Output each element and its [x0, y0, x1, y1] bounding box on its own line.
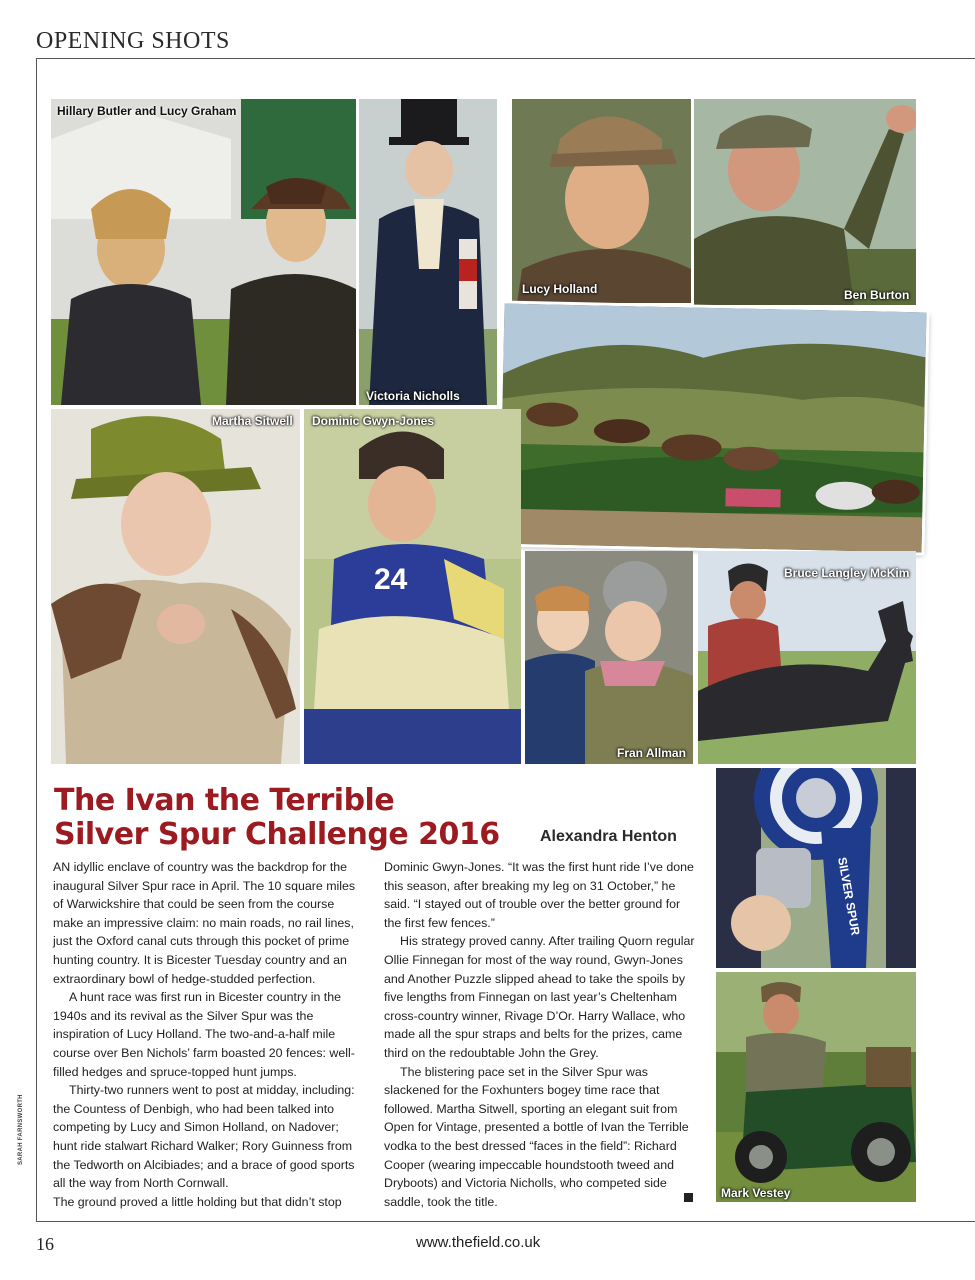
caption-sitwell: Martha Sitwell	[212, 414, 293, 428]
photo-nicholls	[359, 99, 497, 405]
article-headline	[54, 784, 500, 852]
caption-nicholls: Victoria Nicholls	[366, 389, 460, 403]
page-number: 16	[36, 1234, 54, 1254]
body-column-2	[384, 858, 696, 1211]
paragraph: AN idyllic enclave of country was the backdrop for the inaugural Silver Spur race in April. The 10 square miles of Warwickshire that could be seen from the course make an impressive claim: no main roads, no rail lines, just the Oxford canal cuts through this pocket of prime hunting country. It is Bicester Tuesday country and an extraordinary bowl of hedge-studded perfection.	[53, 860, 356, 986]
paragraph: A hunt race was first run in Bicester country in the 1940s and its revival as the Silver Spur was the inspiration of Lucy Holland. The two-and-a-half mile course over Ben Nichols’ farm boasted 20 fences: well-filled hedges and spruce-topped hunt jumps.	[53, 990, 355, 1079]
section-title: OPENING SHOTS	[36, 28, 230, 54]
headline-line-1: The Ivan the Terrible	[54, 783, 395, 818]
photo-race-image	[500, 304, 927, 553]
svg-text:SILVER SPUR: SILVER SPUR	[835, 856, 863, 937]
paragraph: The ground proved a little holding but that didn’t stop	[53, 1194, 342, 1209]
photo-rosette	[716, 768, 916, 968]
byline: Alexandra Henton	[540, 828, 677, 845]
photo-rosette-image	[716, 768, 916, 968]
photo-nicholls-image	[359, 99, 497, 405]
photo-gwyn-jones-image	[304, 409, 521, 764]
photo-holland-image	[512, 99, 691, 303]
photo-butler-graham-image	[51, 99, 356, 405]
frame-rule-left	[36, 58, 37, 1221]
paragraph: Thirty-two runners went to post at midday, including: the Countess of Denbigh, who had been talked into competing by Lucy and Simon Holland, on Nadover; hunt ride stalwart Richard Walker; Rory Guinness from the Tedworth on Alcibiades; and a brace of good sports all the way from North Cornwall.	[53, 1083, 355, 1191]
svg-text:24: 24	[374, 563, 408, 596]
photo-mckim-image	[698, 551, 916, 764]
caption-butler-graham: Hillary Butler and Lucy Graham	[57, 104, 237, 118]
paragraph: Dominic Gwyn-Jones. “It was the first hunt ride I’ve done this season, after breaking my leg on 31 October,” he said. “I stayed out of trouble over the better ground for the first few fences.”	[384, 860, 694, 930]
photo-allman	[525, 551, 693, 764]
headline-line-2: Silver Spur Challenge 2016	[54, 817, 500, 852]
caption-vestey: Mark Vestey	[721, 1186, 791, 1200]
paragraph: The blistering pace set in the Silver Spur was slackened for the Foxhunters bogey time race that followed. Martha Sitwell, sporting an elegant suit from Open for Vintage, presented a bottle of Ivan the Terrible vodka to the best dressed “faces in the field”: Richard Cooper (wearing impeccable houndstooth tweed and Dryboots) and Victoria Nicholls, who competed side saddle, took the title.	[384, 1064, 689, 1209]
photo-mckim	[698, 551, 916, 764]
photo-vestey-image	[716, 972, 916, 1202]
footer-url[interactable]: www.thefield.co.uk	[416, 1234, 541, 1251]
photo-burton	[694, 99, 916, 305]
photo-vestey	[716, 972, 916, 1202]
caption-burton: Ben Burton	[844, 288, 910, 302]
caption-allman: Fran Allman	[617, 746, 686, 760]
frame-rule-top	[36, 58, 975, 59]
frame-rule-bottom	[36, 1221, 975, 1222]
photo-race	[500, 304, 927, 553]
photo-sitwell-image	[51, 409, 300, 764]
photo-credit: SARAH FARNSWORTH	[18, 1094, 24, 1165]
caption-mckim: Bruce Langley McKim	[784, 566, 910, 580]
paragraph: His strategy proved canny. After trailing Quorn regular Ollie Finnegan for most of the way round, Gwyn-Jones and Another Puzzle slipped ahead to take the spoils by five lengths from Finnegan on last year’s Cheltenham cross-country winner, Rivage D’Or. Harry Wallace, who made all the spur straps and belts for the prizes, came third on the redoubtable John the Grey.	[384, 934, 695, 1060]
photo-burton-image	[694, 99, 916, 305]
caption-gwyn-jones: Dominic Gwyn-Jones	[312, 414, 435, 428]
photo-holland	[512, 99, 691, 303]
caption-holland: Lucy Holland	[522, 282, 598, 296]
photo-butler-graham	[51, 99, 356, 405]
end-of-article-mark	[684, 1193, 693, 1202]
photo-allman-image	[525, 551, 693, 764]
body-column-1	[53, 858, 365, 1211]
photo-gwyn-jones	[304, 409, 521, 764]
photo-sitwell	[51, 409, 300, 764]
